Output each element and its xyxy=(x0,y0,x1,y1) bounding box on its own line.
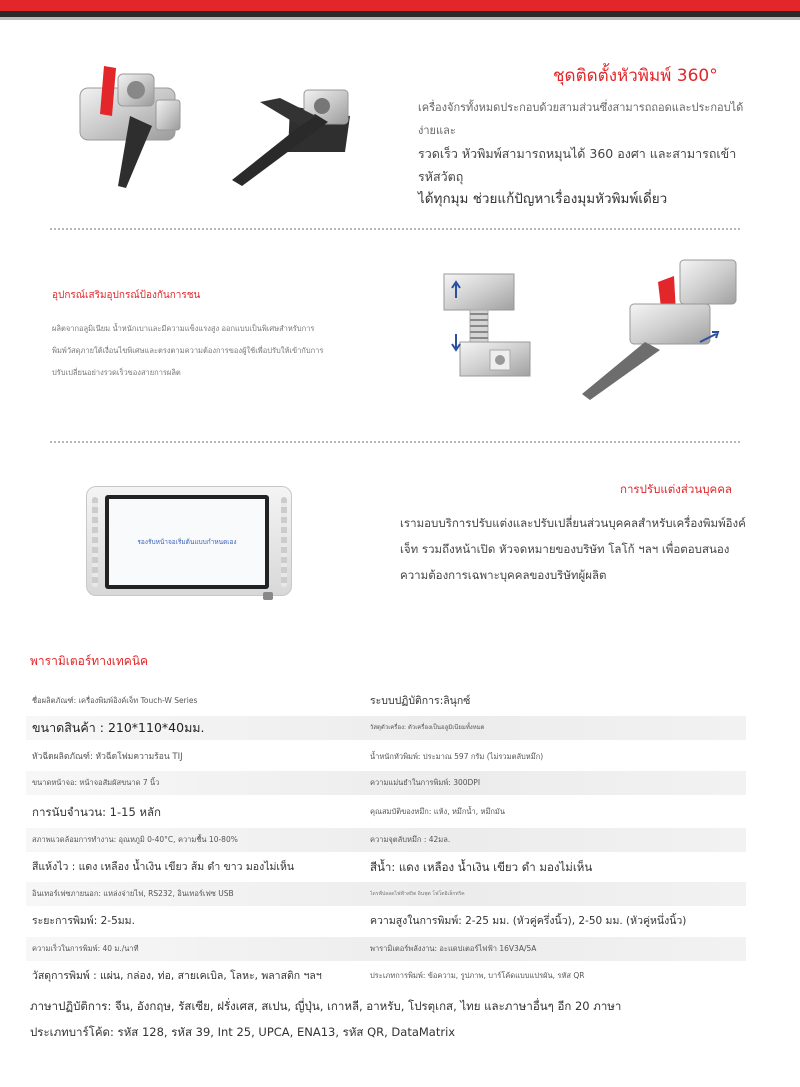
section-customization-description xyxy=(400,510,780,588)
description-line: ได้ทุกมุม ช่วยแก้ปัญหาเรื่องมุมหัวพิมพ์เดี่ยว xyxy=(418,191,668,207)
param-cell: ความแม่นยำในการพิมพ์: 300DPI xyxy=(370,778,481,787)
description-line: เรามอบบริการปรับแต่งและปรับเปลี่ยนส่วนบุคคลสำหรับเครื่องพิมพ์อิงค์ xyxy=(400,516,746,530)
param-barcode-line: ประเภทบาร์โค้ด: รหัส 128, รหัส 39, Int 25, UPCA, ENA13, รหัส QR, DataMatrix xyxy=(30,1025,456,1039)
collision-arm xyxy=(582,260,736,400)
param-row xyxy=(26,937,746,961)
param-cell: ชื่อผลิตภัณฑ์: เครื่องพิมพ์อิงค์เจ็ท Touch-W Series xyxy=(32,696,198,705)
description-line: ความต้องการเฉพาะบุคคลของบริษัทผู้ผลิต xyxy=(400,568,607,582)
param-cell: ความเร็วในการพิมพ์: 40 ม./นาที xyxy=(32,944,139,953)
param-cell: วัสดุการพิมพ์ : แผ่น, กล่อง, ท่อ, สายเคเบิล, โลหะ, พลาสติก ฯลฯ xyxy=(32,970,322,982)
param-row xyxy=(26,800,746,824)
param-row xyxy=(26,909,746,933)
param-cell: ความสูงในการพิมพ์: 2-25 มม. (หัวคู่ครึ่งนิ้ว), 2-50 มม. (หัวคู่หนึ่งนิ้ว) xyxy=(370,915,687,927)
param-row xyxy=(26,771,746,795)
param-cell: การนับจำนวน: 1-15 หลัก xyxy=(32,805,162,819)
mount-bracket-illustration xyxy=(60,56,360,206)
top-stripe-red xyxy=(0,0,800,11)
param-cell: คุณสมบัติของหมึก: แห้ง, หมึกน้ำ, หมึกมัน xyxy=(370,807,506,816)
bracket-right xyxy=(232,90,350,186)
device-grip-left xyxy=(92,497,98,587)
param-cell: หัวฉีดผลิตภัณฑ์: หัวฉีดโฟมความร้อน TIJ xyxy=(32,752,183,762)
top-stripe-gray xyxy=(0,17,800,20)
param-row xyxy=(26,745,746,769)
section-anti-collision-description xyxy=(52,318,392,384)
device-screen xyxy=(109,499,265,585)
param-cell: สีน้ำ: แดง เหลือง น้ำเงิน เขียว ดำ มองไม่เห็น xyxy=(370,860,593,874)
bracket-left xyxy=(80,66,180,188)
device-connector xyxy=(263,592,273,600)
divider xyxy=(50,441,740,443)
description-line: พิมพ์วัสดุภายใต้เงื่อนไขพิเศษและตรงตามความต้องการของผู้ใช้เพื่อปรับให้เข้ากับการ xyxy=(52,346,324,355)
description-line: รวดเร็ว หัวพิมพ์สามารถหมุนได้ 360 องศา และสามารถเข้ารหัสวัตถุ xyxy=(418,146,737,184)
param-language-line: ภาษาปฏิบัติการ: จีน, อังกฤษ, รัสเซีย, ฝรั่งเศส, สเปน, ญี่ปุ่น, เกาหลี, อาหรับ, โปรตุเกส, ไทย และภาษาอื่นๆ อีก 20 ภาษา xyxy=(30,999,622,1013)
screen-text: รองรับหน้าจอเริ่มต้นแบบกำหนดเอง xyxy=(137,538,237,546)
param-cell: ไดรฟ์ปลอดไฟฟ้าสถิต อินพุต โฟโตอิเล็กทริค xyxy=(370,891,465,897)
section-title-anti-collision: อุปกรณ์เสริมอุปกรณ์ป้องกันการชน xyxy=(52,290,201,301)
param-row xyxy=(26,964,746,988)
description-line: ผลิตจากอลูมิเนียม น้ำหนักเบาและมีความแข็งแรงสูง ออกแบบเป็นพิเศษสำหรับการ xyxy=(52,324,315,333)
description-line: เครื่องจักรทั้งหมดประกอบด้วยสามส่วนซึ่งสามารถถอดและประกอบได้ง่ายและ xyxy=(418,101,744,137)
param-row xyxy=(26,882,746,906)
param-row xyxy=(26,855,746,879)
params-title: พารามิเตอร์ทางเทคนิค xyxy=(30,654,149,668)
spring-block xyxy=(444,274,530,376)
device-grip-right xyxy=(281,497,287,587)
param-row xyxy=(26,716,746,740)
device-bezel xyxy=(105,495,269,589)
section-360-description xyxy=(418,96,758,211)
description-line: ปรับเปลี่ยนอย่างรวดเร็วของสายการผลิต xyxy=(52,368,181,377)
param-row xyxy=(26,828,746,852)
param-cell: อินเทอร์เฟซภายนอก: แหล่งจ่ายไฟ, RS232, อินเทอร์เฟซ USB xyxy=(32,889,234,898)
printer-touchscreen-device xyxy=(86,486,292,596)
anti-collision-illustration xyxy=(430,250,750,420)
description-line: เจ็ท รวมถึงหน้าเปิด หัวจดหมายของบริษัท โลโก้ ฯลฯ เพื่อตอบสนอง xyxy=(400,542,730,556)
param-cell: ระยะการพิมพ์: 2-5มม. xyxy=(32,915,135,927)
divider xyxy=(50,228,740,230)
param-cell: ประเภทการพิมพ์: ข้อความ, รูปภาพ, บาร์โค้ดแบบแปรผัน, รหัส QR xyxy=(370,971,585,980)
param-cell: ขนาดสินค้า : 210*110*40มม. xyxy=(32,720,205,735)
section-title-customization: การปรับแต่งส่วนบุคคล xyxy=(620,482,732,496)
param-cell: ความจุตลับหมึก : 42มล. xyxy=(370,835,451,844)
param-cell: วัสดุตัวเครื่อง: ตัวเครื่องเป็นอลูมิเนียมทั้งหมด xyxy=(370,724,485,731)
param-cell: ระบบปฏิบัติการ:ลินุกซ์ xyxy=(370,695,471,707)
param-cell: สีแห้งไว : แดง เหลือง น้ำเงิน เขียว ส้ม ดำ ขาว มองไม่เห็น xyxy=(32,861,295,873)
top-stripe xyxy=(0,0,800,24)
param-cell: พารามิเตอร์พลังงาน: อะแดปเตอร์ไฟฟ้า 16V3A/5A xyxy=(370,944,537,953)
param-cell: น้ำหนักหัวพิมพ์: ประมาณ 597 กรัม (ไม่รวมตลับหมึก) xyxy=(370,752,544,761)
param-cell: สภาพแวดล้อมการทำงาน: อุณหภูมิ 0-40°C, ความชื้น 10-80% xyxy=(32,835,238,844)
section-title-360-mount: ชุดติดตั้งหัวพิมพ์ 360° xyxy=(553,66,718,86)
param-row xyxy=(26,689,746,713)
param-cell: ขนาดหน้าจอ: หน้าจอสัมผัสขนาด 7 นิ้ว xyxy=(32,778,160,787)
